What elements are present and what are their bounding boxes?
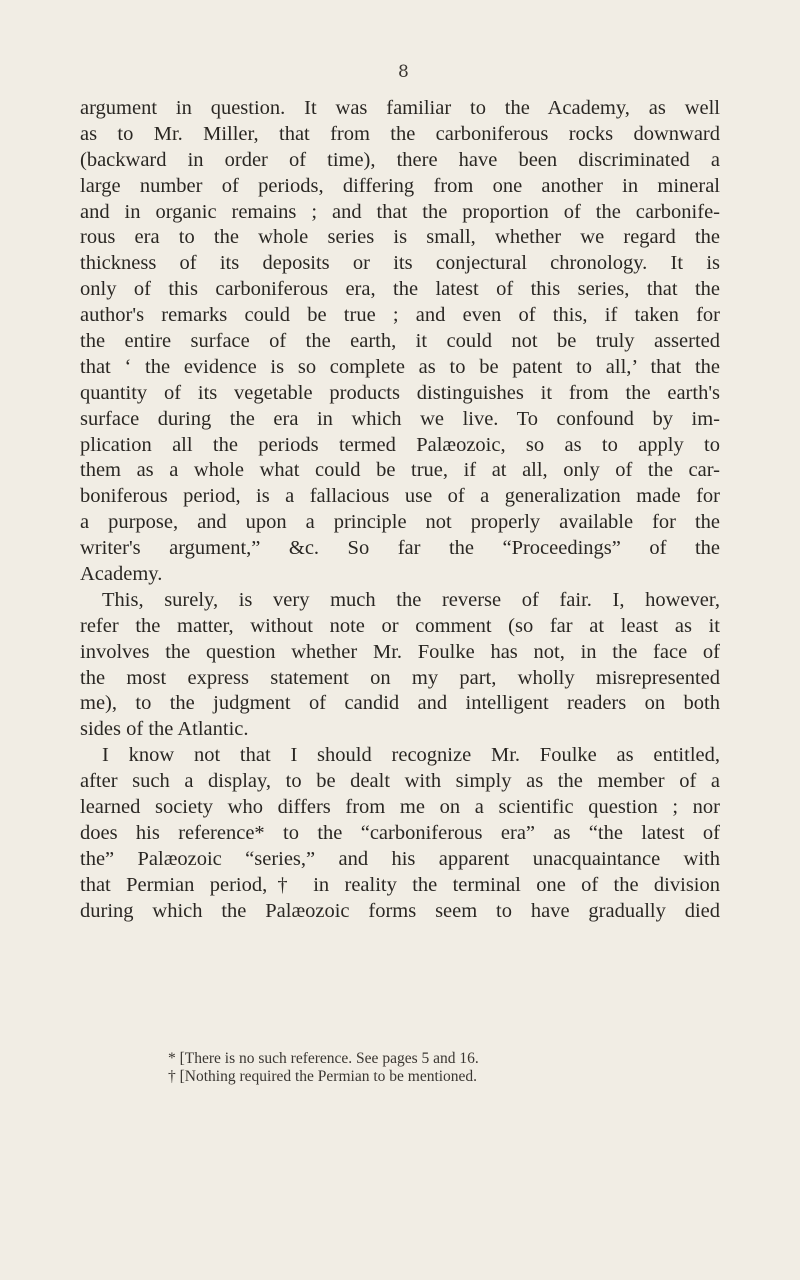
text-line: quantity of its vegetable products distinguishes it from the earth's [80, 381, 720, 404]
text-line: the” Palæozoic “series,” and his apparent unacquaintance with [80, 847, 720, 870]
footnotes [168, 1050, 728, 1086]
text-line: surface during the era in which we live. To confound by im- [80, 407, 720, 430]
text-line: (backward in order of time), there have been discriminated a [80, 148, 720, 171]
text-line: the entire surface of the earth, it could not be truly asserted [80, 330, 720, 353]
text-line: plication all the periods termed Palæozoic, so as to apply to [80, 433, 720, 456]
text-line: refer the matter, without note or comment (so far at least as it [80, 614, 720, 637]
text-line: does his reference* to the “carboniferous era” as “the latest of [80, 821, 720, 844]
text-line: Academy. [80, 563, 163, 586]
text-line: a purpose, and upon a principle not properly available for the [80, 511, 720, 534]
text-line: them as a whole what could be true, if at all, only of the car- [80, 459, 720, 482]
text-line: argument in question. It was familiar to the Academy, as well [80, 97, 720, 119]
text-line: thickness of its deposits or its conjectural chronology. It is [80, 252, 720, 275]
text-line: I know not that I should recognize Mr. Foulke as entitled, [102, 744, 720, 767]
text-line: writer's argument,” &c. So far the “Proceedings” of the [80, 537, 720, 560]
text-line: that ‘ the evidence is so complete as to be patent to all,’ that the [80, 355, 720, 378]
paragraph-1 [80, 96, 720, 588]
text-line: large number of periods, differing from one another in mineral [80, 174, 720, 197]
footnote-2: † [Nothing required the Permian to be mentioned. [168, 1068, 478, 1085]
text-line: the most express statement on my part, wholly misrepresented [80, 666, 720, 689]
text-line: author's remarks could be true ; and even of this, if taken for [80, 304, 720, 327]
text-line: during which the Palæozoic forms seem to have gradually died [80, 899, 720, 922]
text-line: as to Mr. Miller, that from the carboniferous rocks downward [80, 122, 720, 145]
text-line: boniferous period, is a fallacious use of a generalization made for [80, 485, 720, 508]
text-line: This, surely, is very much the reverse of fair. I, however, [102, 588, 720, 611]
text-line: after such a display, to be dealt with simply as the member of a [80, 770, 720, 793]
text-line: that Permian period,† in reality the terminal one of the division [80, 873, 720, 896]
text-line: me), to the judgment of candid and intelligent readers on both [80, 692, 720, 715]
body-text [80, 96, 720, 925]
footnote-1: * [There is no such reference. See pages 5 and 16. [168, 1050, 479, 1067]
text-line: only of this carboniferous era, the latest of this series, that the [80, 278, 720, 301]
text-line: rous era to the whole series is small, whether we regard the [80, 226, 720, 249]
paragraph-2 [80, 588, 720, 743]
paragraph-3 [80, 743, 720, 924]
text-line: involves the question whether Mr. Foulke has not, in the face of [80, 640, 720, 663]
text-line: sides of the Atlantic. [80, 718, 249, 741]
text-line: learned society who differs from me on a scientific question ; nor [80, 796, 720, 819]
text-line: and in organic remains ; and that the proportion of the carbonife- [80, 200, 720, 223]
page-number: 8 [398, 62, 409, 82]
